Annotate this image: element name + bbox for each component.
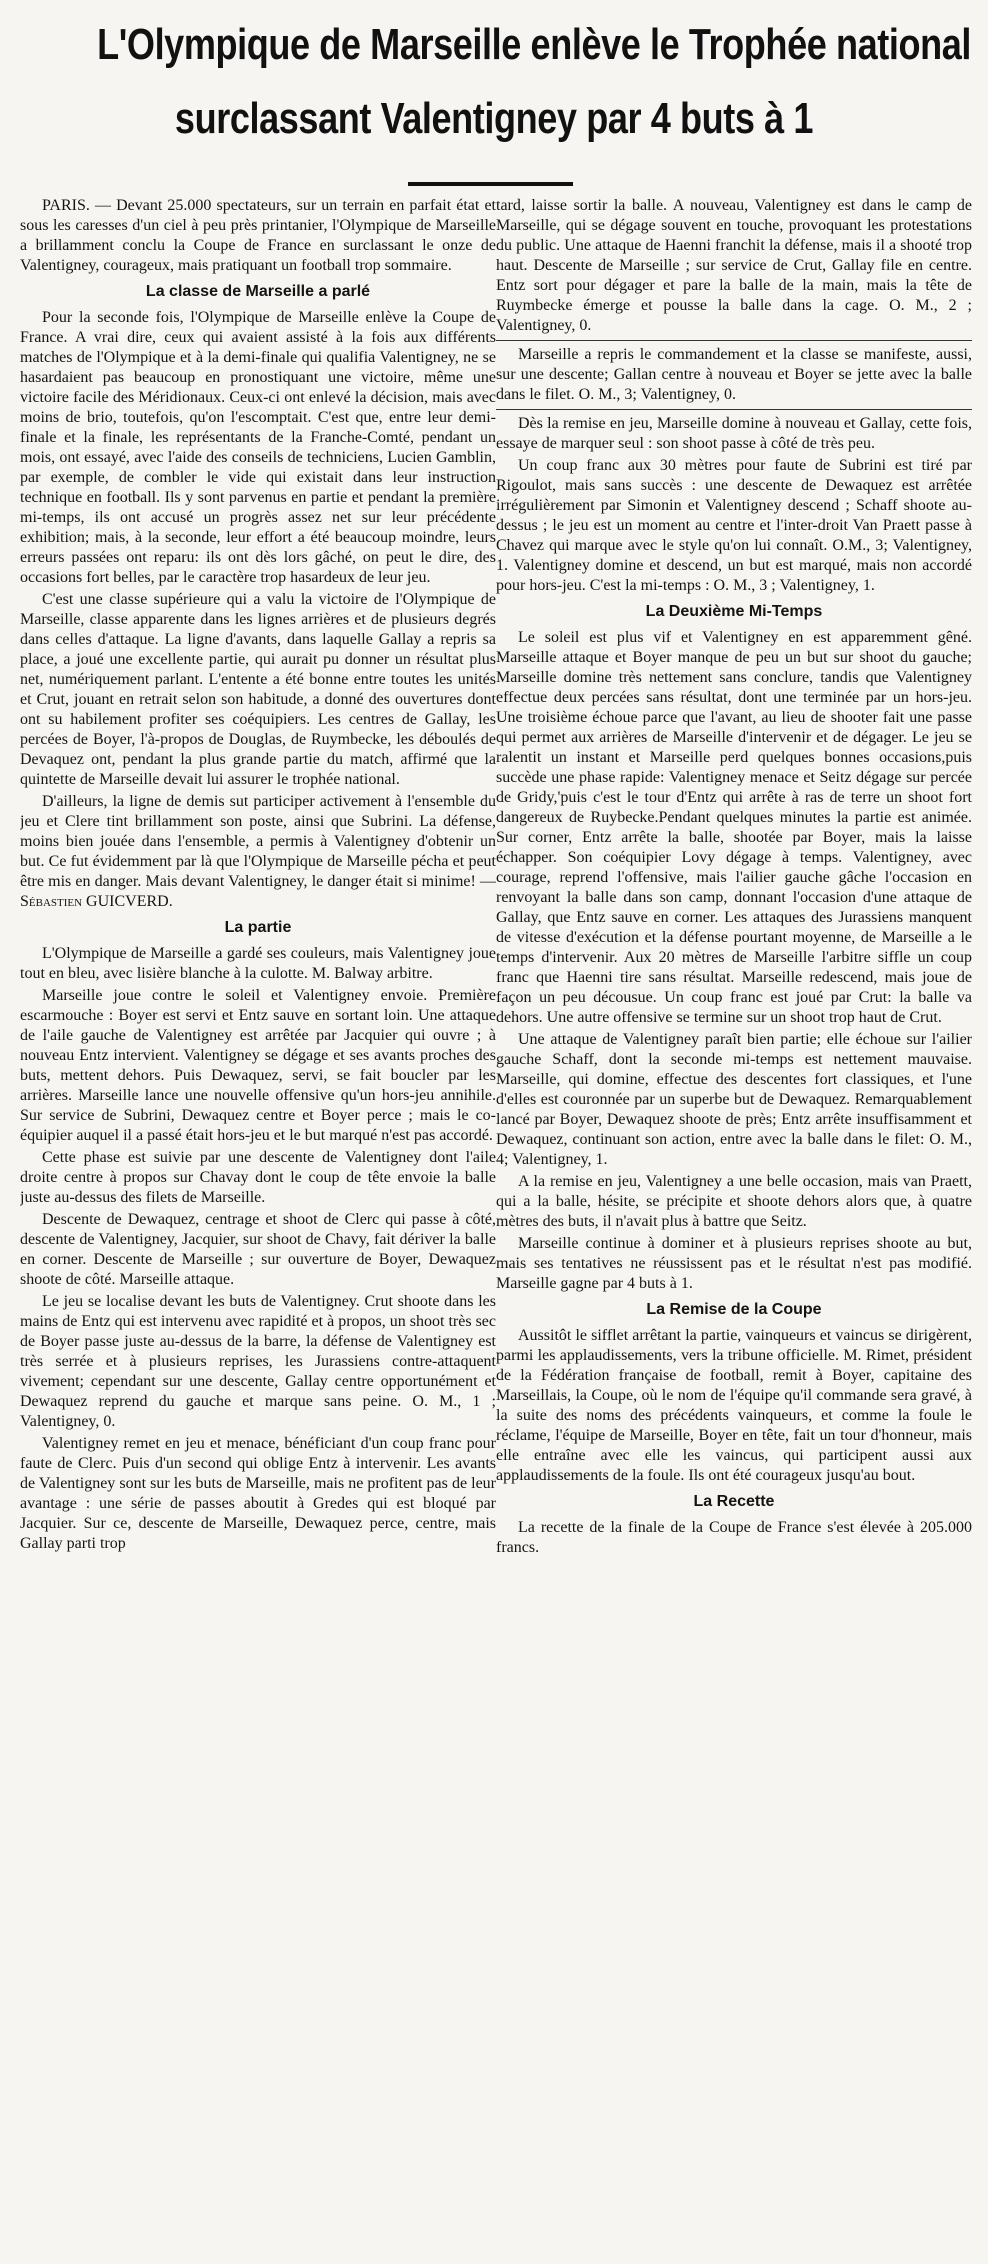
paragraph: Marseille continue à dominer et à plusieurs reprises shoote au but, mais ses tentatives ne réussissent pas et le résultat n'est pas modifié. Marseille gagne par 4 buts à 1. xyxy=(496,1235,972,1292)
paragraph: Aussitôt le sifflet arrêtant la partie, vainqueurs et vaincus se dirigèrent, parmi les applaudissements, vers la tribune officielle. M. Rimet, président de la Fédération française de football, remit à Boyer, capitaine des Marseillais, la Coupe, où le nom de l'équipe qu'il commande sera gravé, à la suite des noms des précédents vainqueurs, et comme la foule le réclame, l'équipe de Marseille, Boyer en tête, fait un tour d'honneur, mais elle entraîne avec elle les vaincus, qui participent aussi aux applaudissements de la foule. Ils ont été courageux jusqu'au bout. xyxy=(496,1327,972,1484)
paragraph: Cette phase est suivie par une descente de Valentigney dont l'aile droite centre à propos sur Chavay dont le coup de tête envoie la balle juste au-dessus des filets de Marseille. xyxy=(20,1149,496,1206)
headline-line-2: surclassant Valentigney par 4 buts à 1 xyxy=(174,94,814,143)
section-heading: La partie xyxy=(224,919,292,936)
section-heading: La Remise de la Coupe xyxy=(646,1301,822,1318)
author-byline: Sébastien GUICVERD. xyxy=(20,893,173,910)
paragraph: La recette de la finale de la Coupe de France s'est élevée à 205.000 francs. xyxy=(496,1519,972,1556)
headline xyxy=(97,8,972,156)
section-heading: La Deuxième Mi-Temps xyxy=(645,603,823,620)
paragraph: Valentigney remet en jeu et menace, bénéficiant d'un coup franc pour faute de Clerc. Puis d'un second qui oblige Entz à intervenir. Les avants de Valentigney sont sur les buts de Marseille, mais ne profitent pas de leur avantage : une série de passes aboutit à Gredes qui est bloqué par Jacquier. Sur ce, descente de Marseille, Dewaquez perce, centre, mais Gallay parti trop xyxy=(20,1435,496,1552)
column-divider xyxy=(496,409,972,410)
paragraph: Une attaque de Valentigney paraît bien partie; elle échoue sur l'ailier gauche Schaff, dont la seconde mi-temps est nettement mauvaise. Marseille, qui domine, effectue des descentes fort classiques, et l'une d'elles est couronnée par un superbe but de Dewaquez. Remarquablement lancé par Boyer, Dewaquez shoote de près; Entz arrête insuffisamment et Dewaquez, continuant son action, entre avec la balle dans le filet: O. M., 4; Valentigney, 1. xyxy=(496,1031,972,1168)
section-heading: La Recette xyxy=(693,1493,775,1510)
paragraph xyxy=(20,792,496,912)
paragraph: C'est une classe supérieure qui a valu la victoire de l'Olympique de Marseille, classe apparente dans les lignes arrières et de plusieurs degrés dans celles d'attaque. La ligne d'avants, dans laquelle Gallay a repris sa place, a joué une excellente partie, qui aurait pu donner un résultat plus net, numériquement parlant. L'entente a été bonne entre toutes les unités et Crut, jouant en retrait selon son habitude, a donné des ouvertures dont ont su habilement profiter ses coéquipiers. Les centres de Gallay, les percées de Boyer, l'à-propos de Douglas, de Ruymbecke, les déboulés de Devaquez ont, pendant la plus grande partie du match, affirmé que la quintette de Marseille devait lui assurer le trophée national. xyxy=(20,591,496,788)
paragraph: Pour la seconde fois, l'Olympique de Marseille enlève la Coupe de France. A vrai dire, ceux qui avaient assisté à la fois aux différents matches de l'Olympique et à la demi-finale qui qualifia Valentigney, ne se hasardaient pas beaucoup en pronostiquant une victoire, même une victoire facile des Méridionaux. Ceux-ci ont enlevé la décision, mais avec moins de brio, toutefois, qu'on l'escomptait. C'est que, entre leur demi-finale et la finale, les représentants de la Franche-Comté, pendant un mois, ont essayé, avec l'aide des conseils de techniciens, Lucien Gamblin, par exemple, de combler le vide qui existait dans leur instruction technique en football. Ils y sont parvenus en partie et pendant la première mi-temps, ils ont accusé un progrès assez net sur leur précédente exhibition; mais, à la seconde, leur effort a été beaucoup moindre, leurs erreurs passées ont reparu: ils ont dès lors gâché, on peut le dire, des occasions fort belles, par le caractère trop hasardeux de leur jeu. xyxy=(20,309,496,586)
paragraph: PARIS. — Devant 25.000 spectateurs, sur un terrain en parfait état et sous les caresses d'un ciel à peu près printanier, l'Olympique de Marseille a brillamment conclu la Coupe de France en surclassant le onze de Valentigney, courageux, mais pratiquant un football trop sommaire. xyxy=(20,197,496,274)
paragraph: Le jeu se localise devant les buts de Valentigney. Crut shoote dans les mains de Entz qui est intervenu avec rapidité et à propos, un shoot très sec de Boyer passe juste au-dessus de la barre, la défense de Valentigney est très serrée et à plusieurs reprises, les Jurassiens contre-attaquent vivement; cependant sur une descente, Gallay centre opportunément et Dewaquez reprend du gauche et marque sans peine. O. M., 1 ; Valentigney, 0. xyxy=(20,1293,496,1430)
section-heading: La classe de Marseille a parlé xyxy=(145,283,371,300)
column-right xyxy=(496,196,972,2256)
headline-line-1: L'Olympique de Marseille enlève le Trophée national xyxy=(97,20,972,69)
column-divider xyxy=(496,340,972,341)
headline-rule xyxy=(408,182,573,186)
paragraph: Dès la remise en jeu, Marseille domine à nouveau et Gallay, cette fois, essaye de marquer seul : son shoot passe à côté de très peu. xyxy=(496,415,972,452)
paragraph: A la remise en jeu, Valentigney a une belle occasion, mais van Praett, qui a la balle, hésite, se précipite et shoote dehors alors que, à quatre mètres des buts, il n'avait plus à battre que Seitz. xyxy=(496,1173,972,1230)
paragraph: Descente de Dewaquez, centrage et shoot de Clerc qui passe à côté, descente de Valentigney, Jacquier, sur shoot de Chavy, fait dériver la balle en corner. Descente de Marseille ; sur ouverture de Boyer, Dewaquez shoote de côté. Marseille attaque. xyxy=(20,1211,496,1288)
paragraph: L'Olympique de Marseille a gardé ses couleurs, mais Valentigney joue tout en bleu, avec lisière blanche à la culotte. M. Balway arbitre. xyxy=(20,945,496,982)
paragraph: Marseille joue contre le soleil et Valentigney envoie. Première escarmouche : Boyer est servi et Entz sauve en sortant loin. Une attaque de l'aile gauche de Valentigney est arrêtée par Jacquier qui ouvre ; à nouveau Entz intervient. Valentigney se dégage et ses avants proches des buts, mettent dehors. Puis Dewaquez, servi, se fait boucler par les arrières. Marseille lance une nouvelle offensive qu'un hors-jeu annihile. Sur service de Subrini, Dewaquez centre et Boyer perce ; mais le co-équipier auquel il a passé était hors-jeu et le but marqué n'est pas accordé. xyxy=(20,987,496,1144)
paragraph: Le soleil est plus vif et Valentigney en est apparemment gêné. Marseille attaque et Boyer manque de peu un but sur shoot du gauche; Marseille domine très nettement sans conclure, tandis que Valentigney effectue deux percées sans résultat, dont une terminée par un hors-jeu. Une troisième échoue parce que l'avant, au lieu de shooter fait une passe qui permet aux arrières de Marseille d'intervenir et de dégager. Le jeu se ralentit un instant et Marseille perd quelques bonnes occasions,puis succède une phase rapide: Valentigney menace et Seitz dégage sur percée de Gridy,'puis c'est le tour d'Entz qui arrête à ras de terre un shoot fort dangereux de Ruybecke.Pendant quelques minutes la partie est animée. Sur corner, Entz arrête la balle, shootée par Boyer, mais la laisse échapper. Son coéquipier Lovy dégage à temps. Valentigney, avec courage, reprend l'offensive, mais l'ailier gauche gâche l'occasion en renvoyant la balle dans son camp, donnant l'occasion d'une attaque de Gallay, que Entz sauve en corner. Les attaques des Jurassiens manquent de vitesse d'exécution et la défense pourtant moyenne, de Marseille a le temps d'intervenir. Aux 20 mètres de Marseille l'arbitre siffle un coup franc que Haenni tire sans résultat. Marseille redescend, mais joue de façon un peu décousue. Un coup franc est joué par Crut: la balle va dehors. Une autre offensive se termine sur un shoot trop haut de Crut. xyxy=(496,629,972,1026)
paragraph-text: D'ailleurs, la ligne de demis sut participer activement à l'ensemble du jeu et Clere tint brillamment son poste, ainsi que Subrini. La défense, moins bien jouée dans l'ensemble, a permis à Valentigney d'obtenir un but. Ce fut évidemment par là que l'Olympique de Marseille pécha et peut être mis en danger. Mais devant Valentigney, le danger était si minime! — xyxy=(20,793,496,890)
paragraph: Marseille a repris le commandement et la classe se manifeste, aussi, sur une descente; Gallan centre à nouveau et Boyer se jette avec la balle dans le filet. O. M., 3; Valentigney, 0. xyxy=(496,346,972,403)
paragraph: tard, laisse sortir la balle. A nouveau, Valentigney est dans le camp de Marseille, qui se dégage souvent en touche, provoquant les protestations du public. Une attaque de Haenni franchit la défense, mais il a shooté trop haut. Descente de Marseille ; sur service de Crut, Gallay file en centre. Entz sort pour dégager et pare la balle de la main, mais la tête de Ruymbecke émerge et pousse la balle dans la cage. O. M., 2 ; Valentigney, 0. xyxy=(496,197,972,334)
paragraph: Un coup franc aux 30 mètres pour faute de Subrini est tiré par Rigoulot, mais sans succès : une descente de Dewaquez est arrêtée irrégulièrement par Simonin et Valentigney descend ; Schaff shoote au-dessus ; le jeu est un moment au centre et l'inter-droit Van Praett passe à Chavez qui marque avec le style qu'on lui connaît. O.M., 3; Valentigney, 1. Valentigney domine et descend, un but est marqué, mais non accordé pour hors-jeu. C'est la mi-temps : O. M., 3 ; Valentigney, 1. xyxy=(496,457,972,594)
column-left xyxy=(20,196,496,2256)
